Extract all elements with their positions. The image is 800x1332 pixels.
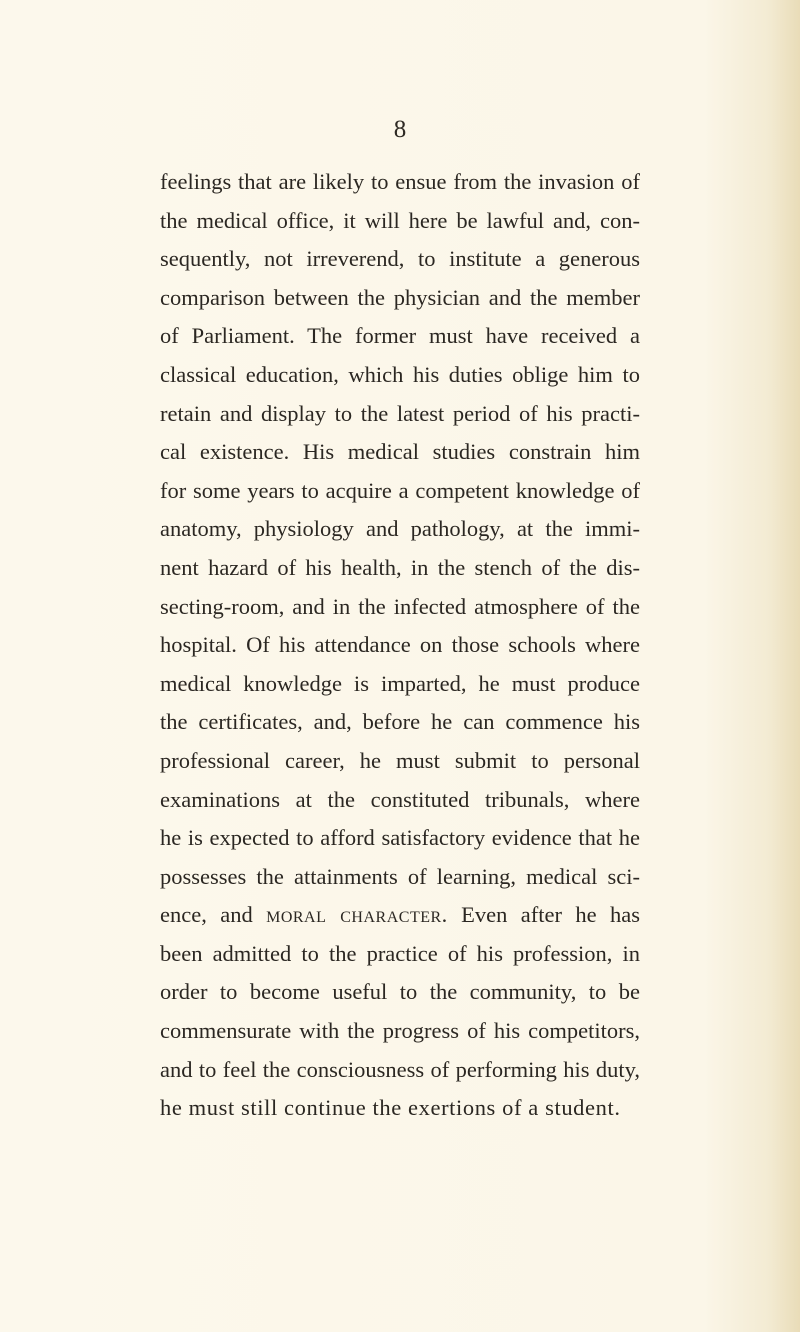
text-line: been admitted to the practice of his profession, in xyxy=(160,940,640,966)
text-line: retain and display to the latest period of his practi- xyxy=(160,400,640,426)
text-line: commensurate with the progress of his competitors, xyxy=(160,1018,640,1044)
text-line-last: he must still continue the exertions of a student. xyxy=(160,1095,621,1121)
text-line: anatomy, physiology and pathology, at the immi- xyxy=(160,516,640,542)
text-fragment: ence, and xyxy=(160,902,267,928)
text-line: and to feel the consciousness of performing his duty, xyxy=(160,1056,640,1082)
text-line: classical education, which his duties oblige him to xyxy=(160,361,640,387)
small-caps-phrase: moral character. xyxy=(266,902,448,928)
text-line: examinations at the constituted tribunals, where xyxy=(160,786,640,812)
text-line: nent hazard of his health, in the stench of the dis- xyxy=(160,554,640,580)
page-number: 8 xyxy=(393,116,407,143)
text-line: professional career, he must submit to personal xyxy=(160,747,640,773)
text-line: order to become useful to the community, to be xyxy=(160,979,640,1005)
text-line: feelings that are likely to ensue from the invasion of xyxy=(160,169,640,194)
text-line: comparison between the physician and the member xyxy=(160,284,640,310)
text-line: sequently, not irreverend, to institute a generous xyxy=(160,246,640,272)
text-line: the medical office, it will here be lawful and, con- xyxy=(160,207,640,233)
text-line: hospital. Of his attendance on those schools where xyxy=(160,632,640,658)
text-line: medical knowledge is imparted, he must produce xyxy=(160,670,640,696)
text-line: cal existence. His medical studies constrain him xyxy=(160,439,640,465)
text-line: of Parliament. The former must have received a xyxy=(160,323,640,349)
text-line: he is expected to afford satisfactory evidence that he xyxy=(160,825,640,851)
text-line: for some years to acquire a competent knowledge of xyxy=(160,477,640,503)
text-fragment: Even after he has xyxy=(447,902,641,928)
body-text xyxy=(160,163,640,1128)
text-line: possesses the attainments of learning, medical sci- xyxy=(160,863,640,889)
text-line: the certificates, and, before he can commence his xyxy=(160,709,640,735)
text-line: secting-room, and in the infected atmosphere of the xyxy=(160,593,640,619)
text-line-with-small-caps xyxy=(160,896,640,935)
